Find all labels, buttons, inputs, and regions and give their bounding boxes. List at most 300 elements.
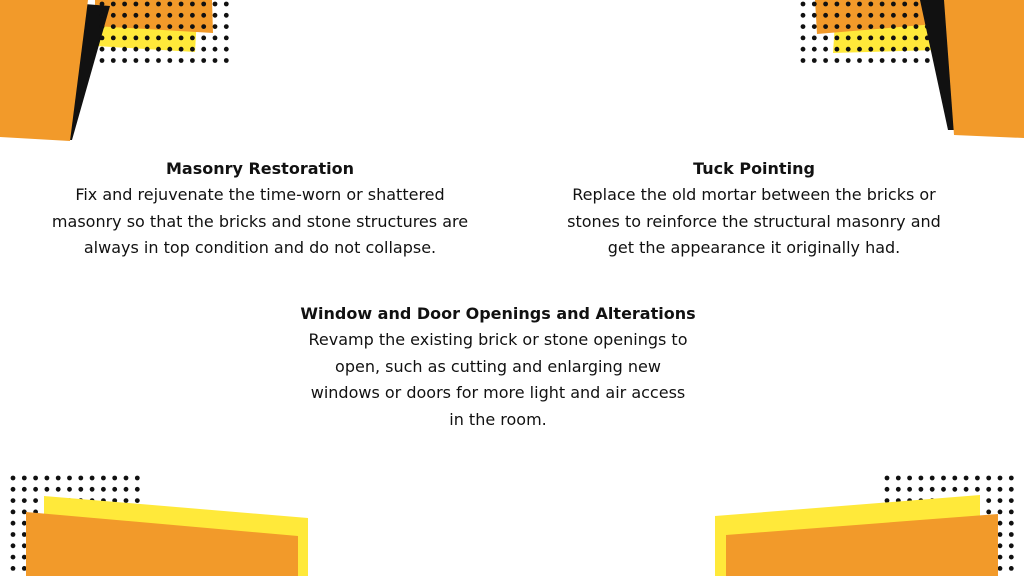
dot [134, 2, 139, 7]
dot [868, 13, 873, 18]
dot [100, 36, 105, 41]
dot [812, 36, 817, 41]
dot [134, 24, 139, 29]
dot [998, 532, 1003, 537]
dot [1009, 521, 1014, 526]
dot [1009, 476, 1014, 481]
dot [919, 555, 924, 560]
dot [896, 510, 901, 515]
dot [857, 36, 862, 41]
dot [902, 58, 907, 63]
dot [135, 510, 140, 515]
dot [213, 47, 218, 52]
dot [891, 24, 896, 29]
dot [33, 476, 38, 481]
dot [112, 555, 117, 560]
dot [135, 487, 140, 492]
dot [213, 2, 218, 7]
body-line: Fix and rejuvenate the time-worn or shattered [75, 185, 445, 204]
dot [179, 58, 184, 63]
dot [880, 2, 885, 7]
dot [975, 566, 980, 571]
dot [167, 36, 172, 41]
dot [90, 543, 95, 548]
dot [134, 47, 139, 52]
dot [896, 555, 901, 560]
dot [952, 476, 957, 481]
dot [975, 487, 980, 492]
dot [135, 543, 140, 548]
section-title: Masonry Restoration [165, 159, 355, 178]
dot [101, 555, 106, 560]
dot [919, 487, 924, 492]
dot [1009, 566, 1014, 571]
dot [907, 510, 912, 515]
dot [952, 543, 957, 548]
dot [941, 476, 946, 481]
dot [100, 24, 105, 29]
body-line: stones to reinforce the structural masonry and [567, 211, 941, 231]
dot [33, 521, 38, 526]
dot [885, 555, 890, 560]
dot [919, 566, 924, 571]
body-line: open, such as cutting and enlarging new [335, 356, 661, 376]
dot [67, 555, 72, 560]
dot [11, 532, 16, 537]
dot [11, 498, 16, 503]
bottom-right-orange-shape [726, 514, 998, 576]
dot [100, 47, 105, 52]
dot [885, 498, 890, 503]
body-line: always in top condition and do not collapse. [83, 238, 437, 258]
dot [45, 566, 50, 571]
dot [101, 510, 106, 515]
dot [135, 532, 140, 537]
dot [213, 36, 218, 41]
dot [964, 476, 969, 481]
dot [902, 36, 907, 41]
top-right-orange-shape [815, 0, 935, 34]
dot [823, 47, 828, 52]
dot [78, 487, 83, 492]
dot [907, 532, 912, 537]
dot [145, 2, 150, 7]
section-body [288, 327, 708, 434]
dot [179, 24, 184, 29]
dot [941, 510, 946, 515]
dot [891, 58, 896, 63]
body-line: windows or doors for more light and air access [310, 383, 686, 403]
dot [952, 498, 957, 503]
dot [145, 58, 150, 63]
dot [122, 24, 127, 29]
dot [22, 510, 27, 515]
dot [190, 58, 195, 63]
dot [90, 566, 95, 571]
dot [998, 566, 1003, 571]
dot [846, 58, 851, 63]
dot [941, 566, 946, 571]
dot [45, 510, 50, 515]
dot [101, 532, 106, 537]
dot [22, 521, 27, 526]
dot [135, 476, 140, 481]
dot [902, 24, 907, 29]
dot [823, 24, 828, 29]
dot [101, 498, 106, 503]
dot [812, 2, 817, 7]
dot [975, 476, 980, 481]
dot [986, 498, 991, 503]
dot [56, 566, 61, 571]
dot [885, 566, 890, 571]
dot [868, 58, 873, 63]
dot [179, 36, 184, 41]
dot [801, 47, 806, 52]
dot [919, 510, 924, 515]
dot [33, 543, 38, 548]
dot [952, 566, 957, 571]
dot [11, 476, 16, 481]
section-title: Window and Door Openings and Alterations [300, 304, 696, 323]
dot [835, 47, 840, 52]
dot [930, 543, 935, 548]
dot [801, 13, 806, 18]
dot [998, 543, 1003, 548]
dot [90, 532, 95, 537]
dot-grid-bottom-left [11, 476, 140, 571]
dot [201, 2, 206, 7]
dot [22, 566, 27, 571]
dot [56, 532, 61, 537]
section-body [544, 182, 964, 262]
top-left-yellow-shape [96, 0, 198, 52]
dot-grid-bottom-right [885, 476, 1014, 571]
dot [975, 521, 980, 526]
dot [33, 510, 38, 515]
dot [930, 566, 935, 571]
section-window-door-openings [288, 300, 708, 434]
dot [90, 555, 95, 560]
dot [112, 487, 117, 492]
dot [998, 555, 1003, 560]
dot [124, 532, 129, 537]
dot [896, 476, 901, 481]
dot [1009, 498, 1014, 503]
dot [213, 13, 218, 18]
dot [975, 555, 980, 560]
dot [975, 498, 980, 503]
dot [986, 532, 991, 537]
dot [101, 476, 106, 481]
dot [914, 47, 919, 52]
dot [101, 543, 106, 548]
dot [857, 13, 862, 18]
dot [112, 521, 117, 526]
dot [90, 521, 95, 526]
dot [885, 521, 890, 526]
dot [880, 13, 885, 18]
dot [952, 555, 957, 560]
dot [846, 2, 851, 7]
dot [67, 510, 72, 515]
body-line: Revamp the existing brick or stone openings to [308, 330, 688, 349]
dot [857, 47, 862, 52]
dot [801, 58, 806, 63]
dot [124, 555, 129, 560]
dot [22, 532, 27, 537]
dot [964, 532, 969, 537]
dot [124, 476, 129, 481]
dot [78, 498, 83, 503]
dot [100, 13, 105, 18]
dot [11, 510, 16, 515]
dot [925, 47, 930, 52]
bottom-left-orange-shape [26, 512, 298, 576]
dot [919, 532, 924, 537]
dot [111, 2, 116, 7]
dot [78, 566, 83, 571]
dot [101, 521, 106, 526]
body-line: Replace the old mortar between the bricks or [572, 185, 936, 204]
dot [930, 521, 935, 526]
dot [941, 487, 946, 492]
dot [1009, 510, 1014, 515]
dot [986, 555, 991, 560]
dot [124, 510, 129, 515]
dot [919, 498, 924, 503]
dot [135, 521, 140, 526]
dot [78, 521, 83, 526]
dot [914, 13, 919, 18]
dot [124, 543, 129, 548]
dot [1009, 543, 1014, 548]
dot [941, 521, 946, 526]
dot [145, 36, 150, 41]
dot [801, 36, 806, 41]
dot [33, 532, 38, 537]
dot [896, 566, 901, 571]
dot [907, 476, 912, 481]
dot [925, 36, 930, 41]
body-line: in the room. [449, 410, 547, 430]
dot [986, 543, 991, 548]
dot [111, 47, 116, 52]
top-left-black-shape [55, 4, 110, 140]
dot [112, 566, 117, 571]
dot [964, 487, 969, 492]
dot [998, 498, 1003, 503]
dot [167, 24, 172, 29]
dot [975, 543, 980, 548]
dot [22, 498, 27, 503]
dot [952, 521, 957, 526]
dot [975, 510, 980, 515]
dot [179, 13, 184, 18]
dot [56, 543, 61, 548]
dot [823, 58, 828, 63]
dot [846, 36, 851, 41]
dot [33, 487, 38, 492]
dot [45, 532, 50, 537]
dot [930, 498, 935, 503]
dot [801, 2, 806, 7]
dot [885, 476, 890, 481]
dot [823, 36, 828, 41]
dot [224, 47, 229, 52]
dot [33, 555, 38, 560]
dot [857, 58, 862, 63]
dot [78, 555, 83, 560]
dot [124, 566, 129, 571]
dot [56, 555, 61, 560]
dot [998, 487, 1003, 492]
section-title: Tuck Pointing [693, 159, 815, 178]
dot [835, 58, 840, 63]
dot [925, 24, 930, 29]
dot [902, 2, 907, 7]
dot [78, 532, 83, 537]
dot [812, 47, 817, 52]
dot [101, 566, 106, 571]
dot [868, 24, 873, 29]
dot [896, 543, 901, 548]
dot [907, 566, 912, 571]
dot [90, 487, 95, 492]
dot [880, 36, 885, 41]
top-right-black-shape [920, 0, 960, 130]
dot [823, 2, 828, 7]
dot [156, 58, 161, 63]
dot [213, 58, 218, 63]
dot [78, 510, 83, 515]
dot [224, 24, 229, 29]
dot [891, 2, 896, 7]
dot [941, 532, 946, 537]
dot [907, 555, 912, 560]
dot [1009, 532, 1014, 537]
dot [167, 2, 172, 7]
dot [45, 555, 50, 560]
dot [67, 566, 72, 571]
dot [67, 487, 72, 492]
dot [896, 498, 901, 503]
dot [891, 47, 896, 52]
dot [964, 543, 969, 548]
dot [896, 487, 901, 492]
top-right-yellow-shape [833, 18, 935, 53]
dot [56, 510, 61, 515]
dot [156, 36, 161, 41]
dot [11, 555, 16, 560]
dot [998, 476, 1003, 481]
dot [907, 521, 912, 526]
dot [880, 58, 885, 63]
section-body [30, 182, 490, 262]
dot [952, 532, 957, 537]
dot [213, 24, 218, 29]
dot [134, 13, 139, 18]
dot [22, 543, 27, 548]
dot [67, 543, 72, 548]
dot [919, 543, 924, 548]
dot [919, 476, 924, 481]
dot [964, 498, 969, 503]
dot [986, 521, 991, 526]
dot [930, 555, 935, 560]
dot [885, 487, 890, 492]
dot [111, 13, 116, 18]
top-right-orange-main [944, 0, 1024, 138]
bottom-left-yellow-shape [44, 496, 308, 576]
dot [101, 487, 106, 492]
dot [156, 13, 161, 18]
dot-grid-top-right [801, 2, 930, 63]
dot [22, 555, 27, 560]
dot [885, 510, 890, 515]
dot [835, 24, 840, 29]
dot [167, 58, 172, 63]
dot [846, 24, 851, 29]
dot [135, 498, 140, 503]
dot [124, 487, 129, 492]
section-masonry-restoration [30, 155, 490, 262]
dot [90, 476, 95, 481]
dot [11, 566, 16, 571]
dot [880, 24, 885, 29]
dot [112, 510, 117, 515]
dot [156, 24, 161, 29]
bottom-right-yellow-shape [715, 495, 980, 576]
dot [122, 36, 127, 41]
dot [941, 555, 946, 560]
dot [902, 47, 907, 52]
dot [891, 36, 896, 41]
dot [998, 510, 1003, 515]
dot [78, 476, 83, 481]
dot [846, 13, 851, 18]
dot [224, 2, 229, 7]
dot [11, 521, 16, 526]
dot [964, 521, 969, 526]
dot [896, 532, 901, 537]
dot [135, 555, 140, 560]
dot [45, 476, 50, 481]
dot [111, 24, 116, 29]
dot [11, 543, 16, 548]
dot [835, 36, 840, 41]
dot [90, 498, 95, 503]
dot [122, 58, 127, 63]
dot [134, 58, 139, 63]
dot [907, 498, 912, 503]
top-left-orange-main [0, 0, 88, 141]
section-tuck-pointing [544, 155, 964, 262]
dot [914, 58, 919, 63]
dot [964, 566, 969, 571]
dot [100, 2, 105, 7]
dot [224, 36, 229, 41]
dot [33, 566, 38, 571]
dot [914, 36, 919, 41]
dot [201, 13, 206, 18]
dot [190, 24, 195, 29]
dot [986, 476, 991, 481]
dot [812, 13, 817, 18]
dot [925, 58, 930, 63]
dot [835, 2, 840, 7]
dot [930, 476, 935, 481]
